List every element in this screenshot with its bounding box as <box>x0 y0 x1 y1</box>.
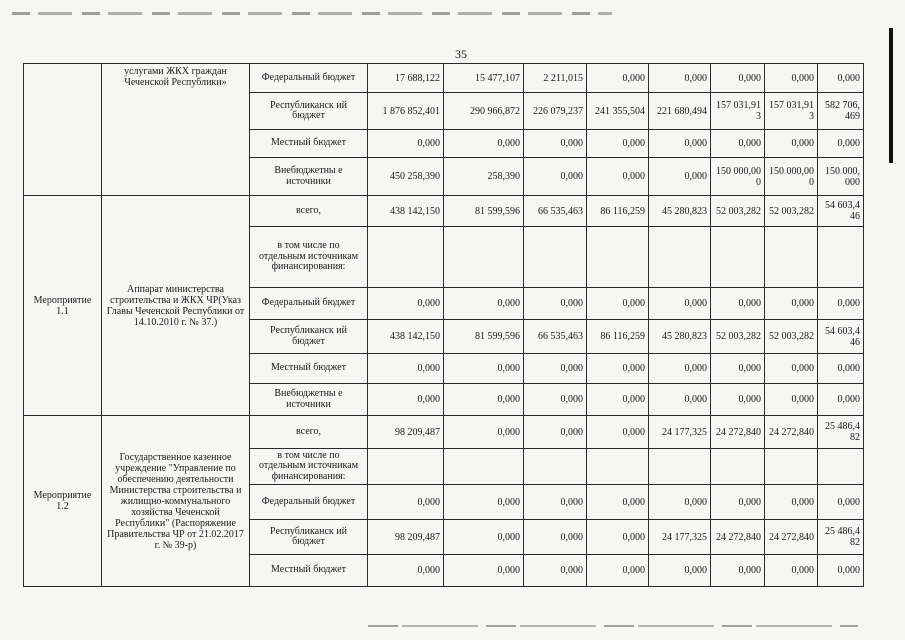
funding-source-cell: Федеральный бюджет <box>250 64 368 93</box>
value-cell: 0,000 <box>765 64 818 93</box>
value-cell: 0,000 <box>524 158 587 196</box>
empty-cell <box>711 227 765 288</box>
value-cell: 24 272,840 <box>711 520 765 555</box>
value-cell: 0,000 <box>524 555 587 587</box>
value-cell: 221 680,494 <box>649 93 711 130</box>
value-cell: 24 272,840 <box>711 416 765 449</box>
value-cell: 0,000 <box>765 555 818 587</box>
measure-label: Мероприятие 1.1 <box>24 196 102 416</box>
value-cell: 0,000 <box>444 354 524 384</box>
value-cell: 45 280,823 <box>649 320 711 354</box>
value-cell: 0,000 <box>368 354 444 384</box>
empty-cell <box>444 449 524 485</box>
executor-cell: услугами ЖКХ граждан Чеченской Республики» <box>102 64 250 196</box>
value-cell: 24 272,840 <box>765 416 818 449</box>
value-cell: 0,000 <box>765 485 818 520</box>
empty-cell <box>587 449 649 485</box>
value-cell: 582 706,469 <box>818 93 864 130</box>
table-row <box>24 416 864 449</box>
value-cell: 2 211,015 <box>524 64 587 93</box>
empty-cell <box>524 227 587 288</box>
value-cell: 0,000 <box>444 130 524 158</box>
value-cell: 0,000 <box>818 354 864 384</box>
value-cell: 0,000 <box>587 64 649 93</box>
value-cell: 0,000 <box>587 354 649 384</box>
value-cell: 52 003,282 <box>765 320 818 354</box>
value-cell: 0,000 <box>649 288 711 320</box>
executor-cell: Государственное казенное учреждение "Управление по обеспечению деятельности Министерства строительства и жилищно-коммунального хозяйства Чеченской Республики" (Распоряжение Правительства ЧР от 21.02.2017 г. № 39-р) <box>102 416 250 587</box>
value-cell: 150 000,000 <box>818 158 864 196</box>
page-number: 35 <box>455 47 467 61</box>
funding-source-cell: Республиканск ий бюджет <box>250 93 368 130</box>
value-cell: 290 966,872 <box>444 93 524 130</box>
value-cell: 0,000 <box>711 288 765 320</box>
value-cell: 24 272,840 <box>765 520 818 555</box>
value-cell: 0,000 <box>444 384 524 416</box>
value-cell: 0,000 <box>587 384 649 416</box>
funding-source-cell: Местный бюджет <box>250 130 368 158</box>
value-cell: 45 280,823 <box>649 196 711 227</box>
funding-source-cell: Республиканск ий бюджет <box>250 320 368 354</box>
funding-source-cell: всего, <box>250 416 368 449</box>
value-cell: 0,000 <box>818 288 864 320</box>
funding-source-cell: Внебюджетны е источники <box>250 158 368 196</box>
value-cell: 0,000 <box>765 354 818 384</box>
value-cell: 0,000 <box>444 520 524 555</box>
funding-source-cell: Местный бюджет <box>250 555 368 587</box>
measure-cell-empty <box>24 64 102 196</box>
value-cell: 0,000 <box>711 64 765 93</box>
funding-table <box>23 63 864 587</box>
value-cell: 0,000 <box>444 416 524 449</box>
value-cell: 258,390 <box>444 158 524 196</box>
value-cell: 52 003,282 <box>711 320 765 354</box>
value-cell: 25 486,482 <box>818 416 864 449</box>
funding-table-body <box>24 64 864 587</box>
value-cell: 241 355,504 <box>587 93 649 130</box>
value-cell: 0,000 <box>818 130 864 158</box>
empty-cell <box>444 227 524 288</box>
value-cell: 17 688,122 <box>368 64 444 93</box>
value-cell: 0,000 <box>649 485 711 520</box>
value-cell: 0,000 <box>818 555 864 587</box>
empty-cell <box>649 227 711 288</box>
table-row <box>24 64 864 93</box>
value-cell: 81 599,596 <box>444 196 524 227</box>
empty-cell <box>818 449 864 485</box>
value-cell: 66 535,463 <box>524 196 587 227</box>
value-cell: 150 000,000 <box>711 158 765 196</box>
value-cell: 0,000 <box>649 130 711 158</box>
executor-cell: Аппарат министерства строительства и ЖКХ ЧР(Указ Главы Чеченской Республики от 14.10.2010 г. № 37.) <box>102 196 250 416</box>
value-cell: 25 486,482 <box>818 520 864 555</box>
scan-artifact-top <box>12 12 612 15</box>
empty-cell <box>368 227 444 288</box>
empty-cell <box>649 449 711 485</box>
value-cell: 81 599,596 <box>444 320 524 354</box>
value-cell: 0,000 <box>711 354 765 384</box>
funding-source-cell: Республиканск ий бюджет <box>250 520 368 555</box>
value-cell: 0,000 <box>649 64 711 93</box>
value-cell: 0,000 <box>649 158 711 196</box>
value-cell: 0,000 <box>765 384 818 416</box>
value-cell: 0,000 <box>587 416 649 449</box>
value-cell: 0,000 <box>765 130 818 158</box>
value-cell: 24 177,325 <box>649 520 711 555</box>
table-row <box>24 196 864 227</box>
value-cell: 450 258,390 <box>368 158 444 196</box>
value-cell: 0,000 <box>444 555 524 587</box>
value-cell: 0,000 <box>524 384 587 416</box>
empty-cell <box>587 227 649 288</box>
empty-cell <box>524 449 587 485</box>
value-cell: 0,000 <box>524 288 587 320</box>
value-cell: 0,000 <box>524 485 587 520</box>
value-cell: 0,000 <box>444 288 524 320</box>
value-cell: 0,000 <box>818 485 864 520</box>
value-cell: 98 209,487 <box>368 416 444 449</box>
value-cell: 0,000 <box>818 64 864 93</box>
value-cell: 438 142,150 <box>368 320 444 354</box>
value-cell: 1 876 852,401 <box>368 93 444 130</box>
value-cell: 0,000 <box>711 485 765 520</box>
value-cell: 0,000 <box>587 485 649 520</box>
value-cell: 15 477,107 <box>444 64 524 93</box>
value-cell: 0,000 <box>649 354 711 384</box>
including-sources-cell: в том числе по отдельным источникам финансирования: <box>250 449 368 485</box>
value-cell: 0,000 <box>765 288 818 320</box>
value-cell: 150 000,000 <box>765 158 818 196</box>
value-cell: 0,000 <box>587 130 649 158</box>
value-cell: 0,000 <box>444 485 524 520</box>
empty-cell <box>711 449 765 485</box>
value-cell: 86 116,259 <box>587 320 649 354</box>
value-cell: 24 177,325 <box>649 416 711 449</box>
value-cell: 0,000 <box>649 384 711 416</box>
empty-cell <box>818 227 864 288</box>
value-cell: 52 003,282 <box>711 196 765 227</box>
scan-artifact-right <box>889 28 893 163</box>
value-cell: 0,000 <box>711 130 765 158</box>
value-cell: 0,000 <box>587 555 649 587</box>
empty-cell <box>765 227 818 288</box>
including-sources-cell: в том числе по отдельным источникам финансирования: <box>250 227 368 288</box>
funding-source-cell: всего, <box>250 196 368 227</box>
value-cell: 0,000 <box>524 354 587 384</box>
scan-artifact-bottom <box>368 625 858 627</box>
funding-source-cell: Внебюджетны е источники <box>250 384 368 416</box>
value-cell: 0,000 <box>649 555 711 587</box>
value-cell: 54 603,446 <box>818 196 864 227</box>
value-cell: 0,000 <box>368 130 444 158</box>
value-cell: 0,000 <box>368 555 444 587</box>
value-cell: 0,000 <box>711 555 765 587</box>
value-cell: 0,000 <box>587 158 649 196</box>
value-cell: 0,000 <box>524 130 587 158</box>
value-cell: 0,000 <box>368 485 444 520</box>
value-cell: 0,000 <box>711 384 765 416</box>
empty-cell <box>368 449 444 485</box>
empty-cell <box>765 449 818 485</box>
value-cell: 86 116,259 <box>587 196 649 227</box>
value-cell: 0,000 <box>368 384 444 416</box>
value-cell: 0,000 <box>587 288 649 320</box>
measure-label: Мероприятие 1.2 <box>24 416 102 587</box>
value-cell: 0,000 <box>818 384 864 416</box>
value-cell: 98 209,487 <box>368 520 444 555</box>
value-cell: 0,000 <box>587 520 649 555</box>
funding-source-cell: Федеральный бюджет <box>250 485 368 520</box>
value-cell: 438 142,150 <box>368 196 444 227</box>
value-cell: 0,000 <box>368 288 444 320</box>
value-cell: 0,000 <box>524 416 587 449</box>
funding-source-cell: Местный бюджет <box>250 354 368 384</box>
funding-source-cell: Федеральный бюджет <box>250 288 368 320</box>
value-cell: 52 003,282 <box>765 196 818 227</box>
value-cell: 0,000 <box>524 520 587 555</box>
value-cell: 157 031,913 <box>711 93 765 130</box>
value-cell: 66 535,463 <box>524 320 587 354</box>
value-cell: 157 031,913 <box>765 93 818 130</box>
value-cell: 226 079,237 <box>524 93 587 130</box>
value-cell: 54 603,446 <box>818 320 864 354</box>
